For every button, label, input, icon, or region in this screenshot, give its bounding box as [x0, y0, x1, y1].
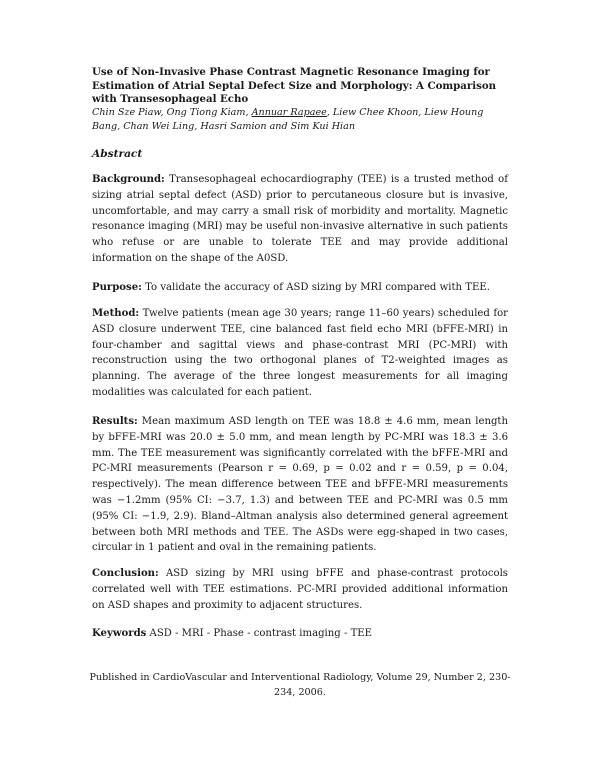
abstract-heading: Abstract	[92, 148, 143, 160]
method-section	[92, 306, 508, 401]
results-label: Results:	[92, 416, 138, 427]
background-section	[92, 172, 508, 267]
purpose-text: To validate the accuracy of ASD sizing by MRI compared with TEE.	[141, 282, 490, 293]
purpose-label: Purpose:	[92, 282, 142, 293]
method-text: Twelve patients (mean age 30 years; range 11–60 years) scheduled for ASD closure underwent TEE, cine balanced fast field echo MRI (bFFE-MRI) in four-chamber and sagittal views and phase-contrast MRI (PC-MRI) with reconstruction using the two orthogonal planes of T2-weighted images as planning. The average of the three longest measurements for all imaging modalities was calculated for each patient.	[92, 308, 508, 398]
author-list	[92, 106, 512, 133]
method-label: Method:	[92, 308, 140, 319]
background-label: Background:	[92, 174, 165, 185]
results-text: Mean maximum ASD length on TEE was 18.8 ± 4.6 mm, mean length by bFFE-MRI was 20.0 ± 5.0 mm, and mean length by PC-MRI was 18.3 ± 3.6 mm. The TEE measurement was significantly correlated with the bFFE-MRI and PC-MRI measurements (Pearson r = 0.69, p = 0.02 and r = 0.59, p = 0.04, respectively). The mean difference between TEE and bFFE-MRI measurements was −1.2mm (95% CI: −3.7, 1.3) and between TEE and PC-MRI was 0.5 mm (95% CI: −1.9, 2.9). Bland–Altman analysis also determined general agreement between both MRI methods and TEE. The ASDs were egg-shaped in two cases, circular in 1 patient and oval in the remaining patients.	[92, 416, 508, 554]
paper-title: Use of Non-Invasive Phase Contrast Magnetic Resonance Imaging for Estimation of Atrial Septal Defect Size and Morphology: A Comparison with Transesophageal Echo	[92, 66, 497, 105]
conclusion-label: Conclusion:	[92, 568, 159, 579]
results-section	[92, 414, 508, 556]
purpose-section	[92, 280, 508, 296]
authors-part-2: , Liew Chee Khoon, Liew Houng Bang, Chan Wei Ling, Hasri Samion and Sim Kui Hian	[92, 107, 484, 132]
author-underlined: Annuar Rapaee	[251, 107, 327, 118]
keywords-label: Keywords	[92, 628, 147, 639]
keywords-section	[92, 626, 508, 642]
background-text: Transesophageal echocardiography (TEE) is a trusted method of sizing atrial septal defect (ASD) prior to percutaneous closure but is invasive, uncomfortable, and may carry a small risk of morbidity and mortality. Magnetic resonance imaging (MRI) may be useful non-invasive alternative in such patients who refuse or are unable to tolerate TEE and may provide additional information on the shape of the A0SD.	[92, 174, 508, 264]
keywords-text: ASD - MRI - Phase - contrast imaging - TEE	[146, 628, 373, 639]
conclusion-text: ASD sizing by MRI using bFFE and phase-contrast protocols correlated well with TEE estimations. PC-MRI provided additional information on ASD shapes and proximity to adjacent structures.	[92, 568, 508, 611]
publication-footer: Published in CardioVascular and Interventional Radiology, Volume 29, Number 2, 230-234, 2006.	[89, 672, 511, 698]
authors-part-1: Chin Sze Piaw, Ong Tiong Kiam,	[92, 107, 252, 118]
conclusion-section	[92, 566, 508, 613]
